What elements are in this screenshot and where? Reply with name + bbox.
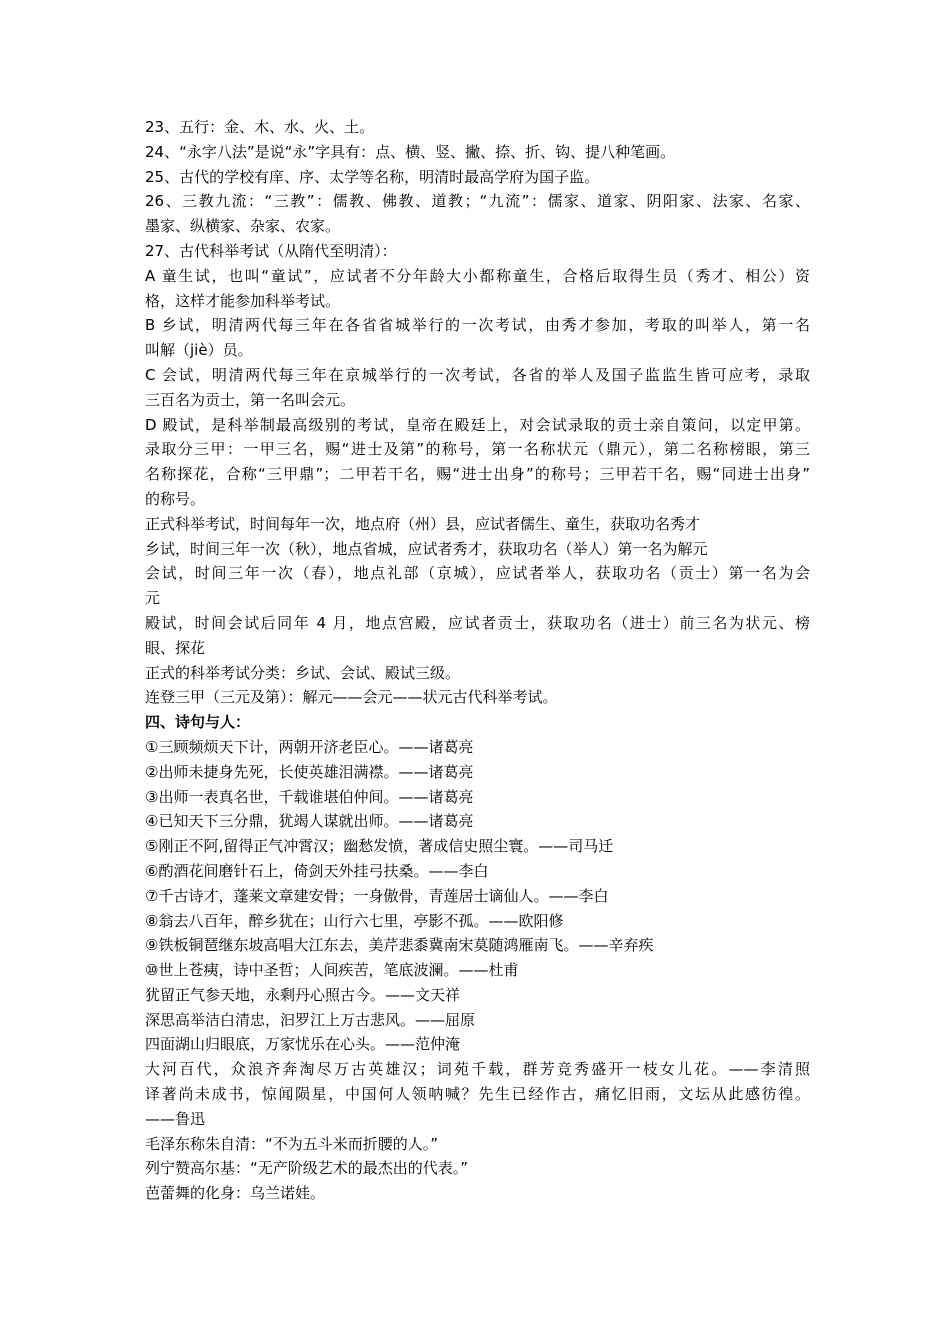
text-line: 23、五行：金、木、水、火、土。 [145, 118, 375, 136]
text-line: 墨家、纵横家、杂家、农家。 [145, 217, 341, 236]
section-heading: 四、诗句与人： [145, 713, 251, 732]
text-line: ⑥酌酒花间磨针石上，倚剑天外挂弓扶桑。——李白 [145, 861, 489, 880]
text-line: 殿试，时间会试后同年 4 月，地点宫殿，应试者贡士，获取功名（进士）前三名为状元、榜 [145, 613, 810, 632]
text-line: 列宁赞高尔基：“无产阶级艺术的最杰出的代表。” [145, 1159, 469, 1178]
text-line: 25、古代的学校有庠、序、太学等名称，明清时最高学府为国子监。 [145, 167, 600, 186]
text-line: 27、古代科举考试（从隋代至明清）： [145, 241, 397, 260]
text-line: 乡试，时间三年一次（秋），地点省城，应试者秀才，获取功名（举人）第一名为解元 [145, 539, 708, 558]
text-line: 犹留正气参天地，永剩丹心照古今。——文天祥 [145, 985, 461, 1004]
text-line: 毛泽东称朱自清：“不为五斗米而折腰的人。” [145, 1134, 439, 1153]
text-line: 录取分三甲：一甲三名，赐“进士及第”的称号，第一名称状元（鼎元），第二名称榜眼，第三 [145, 440, 810, 459]
text-line: ②出师未捷身先死，长使英雄泪满襟。——诸葛亮 [145, 762, 474, 781]
text-line: 眼、探花 [145, 638, 206, 657]
text-line: 大河百代，众浪齐奔淘尽万古英雄汉；词苑千载，群芳竞秀盛开一枝女儿花。——李清照 [145, 1060, 810, 1079]
text-line: ——鲁迅 [145, 1109, 206, 1128]
text-line: 名称探花，合称“三甲鼎”；二甲若干名，赐“进士出身”的称号；三甲若干名，赐“同进士出身” [145, 465, 810, 484]
text-line: 格，这样才能参加科举考试。 [145, 291, 341, 310]
text-line: 叫解（jiè）员。 [145, 341, 253, 360]
text-line: 的称号。 [145, 489, 206, 508]
text-line: 深思高举洁白清忠，汩罗江上万古悲风。——屈原 [145, 1010, 476, 1029]
text-line: ⑦千古诗才，蓬莱文章建安骨；一身傲骨，青莲居士谪仙人。——李白 [145, 886, 609, 905]
text-line: ⑩世上苍痍，诗中圣哲；人间疾苦，笔底波澜。——杜甫 [145, 961, 519, 980]
text-line: 26、三教九流：“三教”：儒教、佛教、道教；“九流”：儒家、道家、阴阳家、法家、名家、 [145, 192, 810, 211]
text-line: 连登三甲（三元及第）：解元——会元——状元古代科举考试。 [145, 688, 558, 707]
document-page [145, 115, 810, 1206]
text-line: 正式的科举考试分类：乡试、会试、殿试三级。 [145, 663, 461, 682]
text-line: ⑧翁去八百年，醉乡犹在；山行六七里，亭影不孤。——欧阳修 [145, 911, 564, 930]
text-line: C 会试，明清两代每三年在京城举行的一次考试，各省的举人及国子监监生皆可应考，录取 [145, 365, 810, 384]
text-line: ①三顾频烦天下计，两朝开济老臣心。——诸葛亮 [145, 737, 474, 756]
text-line: 24、“永字八法”是说“永”字具有：点、横、竖、撇、捺、折、钩、提八种笔画。 [145, 142, 676, 161]
text-line: A 童生试，也叫“童试”，应试者不分年龄大小都称童生，合格后取得生员（秀才、相公）资 [145, 266, 810, 285]
text-line: 会试，时间三年一次（春），地点礼部（京城），应试者举人，获取功名（贡士）第一名为会 [145, 564, 810, 583]
text-line: B 乡试，明清两代每三年在各省省城举行的一次考试，由秀才参加，考取的叫举人，第一名 [145, 316, 810, 335]
text-line: 元 [145, 589, 161, 608]
text-line: ③出师一表真名世，千载谁堪伯仲间。——诸葛亮 [145, 787, 474, 806]
text-line: 芭蕾舞的化身：乌兰诺娃。 [145, 1184, 326, 1203]
text-line: ⑨铁板铜琶继东坡高唱大江东去，美芹悲黍冀南宋莫随鸿雁南飞。——辛弃疾 [145, 936, 654, 955]
text-line: 正式科举考试，时间每年一次，地点府（州）县，应试者儒生、童生，获取功名秀才 [145, 514, 701, 533]
text-line: D 殿试，是科举制最高级别的考试，皇帝在殿廷上，对会试录取的贡士亲自策问，以定甲第。 [145, 415, 810, 434]
text-line: 三百名为贡士，第一名叫会元。 [145, 390, 356, 409]
text-line: 四面湖山归眼底，万家忧乐在心头。——范仲淹 [145, 1035, 461, 1054]
text-line: ④已知天下三分鼎，犹竭人谋就出师。——诸葛亮 [145, 812, 474, 831]
text-line: ⑤刚正不阿,留得正气冲霄汉；幽愁发愤，著成信史照尘寰。——司马迁 [145, 837, 614, 856]
text-line: 译著尚未成书，惊闻陨星，中国何人领呐喊？先生已经作古，痛忆旧雨，文坛从此感彷徨。 [145, 1085, 810, 1104]
